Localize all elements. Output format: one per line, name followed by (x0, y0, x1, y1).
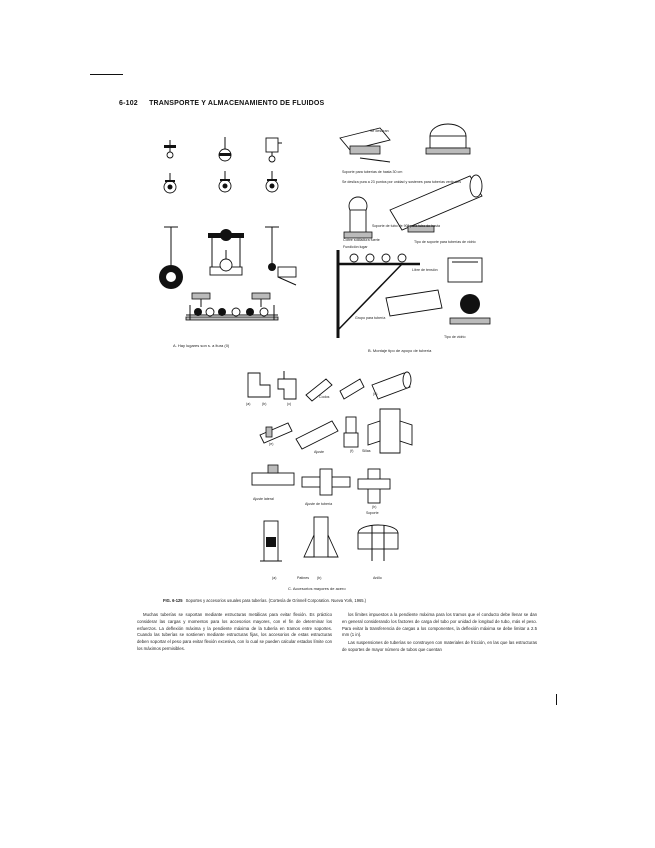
panel-c-label-soporte: Soporte (366, 511, 379, 515)
glass-pipe-support (386, 258, 490, 324)
fitting-saddle-e (372, 372, 411, 399)
panel-c-label-h: (h) (372, 505, 377, 509)
hanger-a2 (219, 137, 231, 161)
hanger-a1 (164, 140, 176, 158)
panel-c-label-ajuste-tuberia: Ajuste de tubería (305, 502, 333, 506)
fitting-elbow-a (248, 373, 270, 397)
fitting-shoe-a (260, 521, 282, 561)
right-paragraph-1: los límites impuestos a la pendiente máxima para los tramos que el conducto debe llenar se dan en general considerando los factores de carga del tubo por unidad de longitud de tubo, más el peso. Para evitar la transferencia de cargas a los componentes, la deflexión máxima se debe limitar a 2.5 mm (1 in). (342, 612, 537, 638)
figure-caption-text: Soportes y accesorios usuales para tuberías. (Cortesía de Grinnell Corporation. Nueva York, 1965.) (185, 598, 367, 603)
panel-c-label-a: (a) (246, 402, 251, 406)
figure-number: FIG. 6-125 (163, 598, 183, 603)
header-title: TRANSPORTE Y ALMACENAMIENTO DE FLUIDOS (149, 100, 325, 107)
hanger-c1 (159, 227, 183, 289)
panel-b-label-10: Tipo de vidrio (444, 335, 466, 339)
hanger-b3 (266, 171, 278, 192)
top-rule (90, 74, 123, 75)
panel-c-label-e: (e) (269, 442, 274, 446)
panel-b-label-4: Soporte de tubo de 90° para tubo de hasta (372, 224, 440, 228)
panel-b-label-5: Cobre soldadura fuerte (343, 238, 380, 242)
panel-c-label-sillas: Sillas (362, 449, 371, 453)
panel-c-fittings-drawings (240, 365, 420, 585)
panel-c-label-codos: Codos (319, 395, 330, 399)
fitting-elbow-b (278, 371, 296, 399)
panel-b-caption: B. Montaje tipo de apoyo de tubería (368, 348, 432, 353)
panel-c-label-patines: Patines (297, 576, 309, 580)
panel-b-label-3: Se desliza pura a 23 puntos por unidad y sostenes para tuberías verticales (342, 180, 462, 184)
fitting-trunnion (302, 469, 350, 495)
panel-b-label-2: Soporte para tuberías de hasta 30 cm (342, 170, 403, 174)
panel-b-label-9: Grupo para tubería (355, 316, 386, 320)
fitting-shoe-b (304, 517, 338, 557)
panel-c-label-b: (b) (262, 402, 267, 406)
panel-c-label-row4-b: (b) (317, 576, 322, 580)
hanger-a3 (266, 138, 282, 162)
panel-b-label-1: Se deslizan (370, 129, 389, 133)
panel-b-label-7: Tipo de soporte para tuberías de vidrio (414, 240, 476, 244)
panel-b-label-6: Fundición lugar (343, 245, 368, 249)
panel-c-label-ajuste: Ajuste (314, 450, 324, 454)
fitting-stub-h (344, 417, 358, 447)
panel-c-label-c: (c) (287, 402, 292, 406)
hanger-b2 (219, 171, 231, 192)
fitting-lateral (252, 465, 294, 485)
panel-c-caption: C. Accesorios mayores de acero (288, 586, 346, 591)
pipe-tee (344, 197, 372, 238)
pipe-clamp-left (340, 128, 390, 162)
right-paragraph-2: Las suspensiones de tuberías se construyen con materiales de fricción, en las que las estructuras de soportes de mayor número de tubos que cuentan (342, 640, 537, 652)
panel-c-label-d: (d) (373, 392, 378, 396)
hanger-c2 (208, 229, 244, 275)
margin-mark (556, 694, 557, 705)
fitting-cross-i (368, 409, 412, 453)
running-header (119, 100, 324, 107)
fitting-tee-support (358, 469, 390, 503)
hanger-d1 (192, 293, 270, 307)
panel-b-label-8: Libre de tensión (412, 268, 438, 272)
hanger-d2 (186, 305, 278, 320)
figure-caption (163, 598, 366, 603)
beam-structure (338, 250, 420, 338)
fitting-ring (358, 525, 398, 561)
panel-c-label-row4-a: (a) (272, 576, 277, 580)
panel-a-hanger-drawings (150, 135, 315, 340)
fitting-pipe-d (340, 379, 364, 399)
hanger-c3 (265, 227, 296, 285)
page-number: 6-102 (119, 100, 138, 107)
panel-a-caption: A. Hay lugares son s. a ltura (0) (173, 343, 230, 348)
panel-c-label-f: (f) (350, 449, 354, 453)
fitting-pipe-f (260, 423, 292, 443)
fitting-pipe-g (296, 421, 338, 449)
panel-c-label-anillo: Anillo (373, 576, 382, 580)
pipe-clamp-right (426, 124, 470, 154)
left-paragraph: Muchas tuberías se soportan mediante estructuras metálicas para evitar flexión. Es práctico considerar las cargas y momentos para los accesorios mayores, con el fin de determinar los esfuerzos. La deflexión máxima y la pendiente máxima de la tubería en tramos entre soportes. Cuando las tuberías se sostienen mediante estructuras fijas, los accesorios de estas estructuras deben soportar el peso para evitar flexión excesiva, con lo cual se pueden calcular estados límite con los máximos permisibles. (137, 612, 332, 651)
hanger-b1 (164, 173, 176, 193)
text-column-left (137, 612, 332, 654)
text-column-right (342, 612, 537, 655)
panel-c-label-ajuste-lateral: Ajuste lateral (253, 497, 274, 501)
